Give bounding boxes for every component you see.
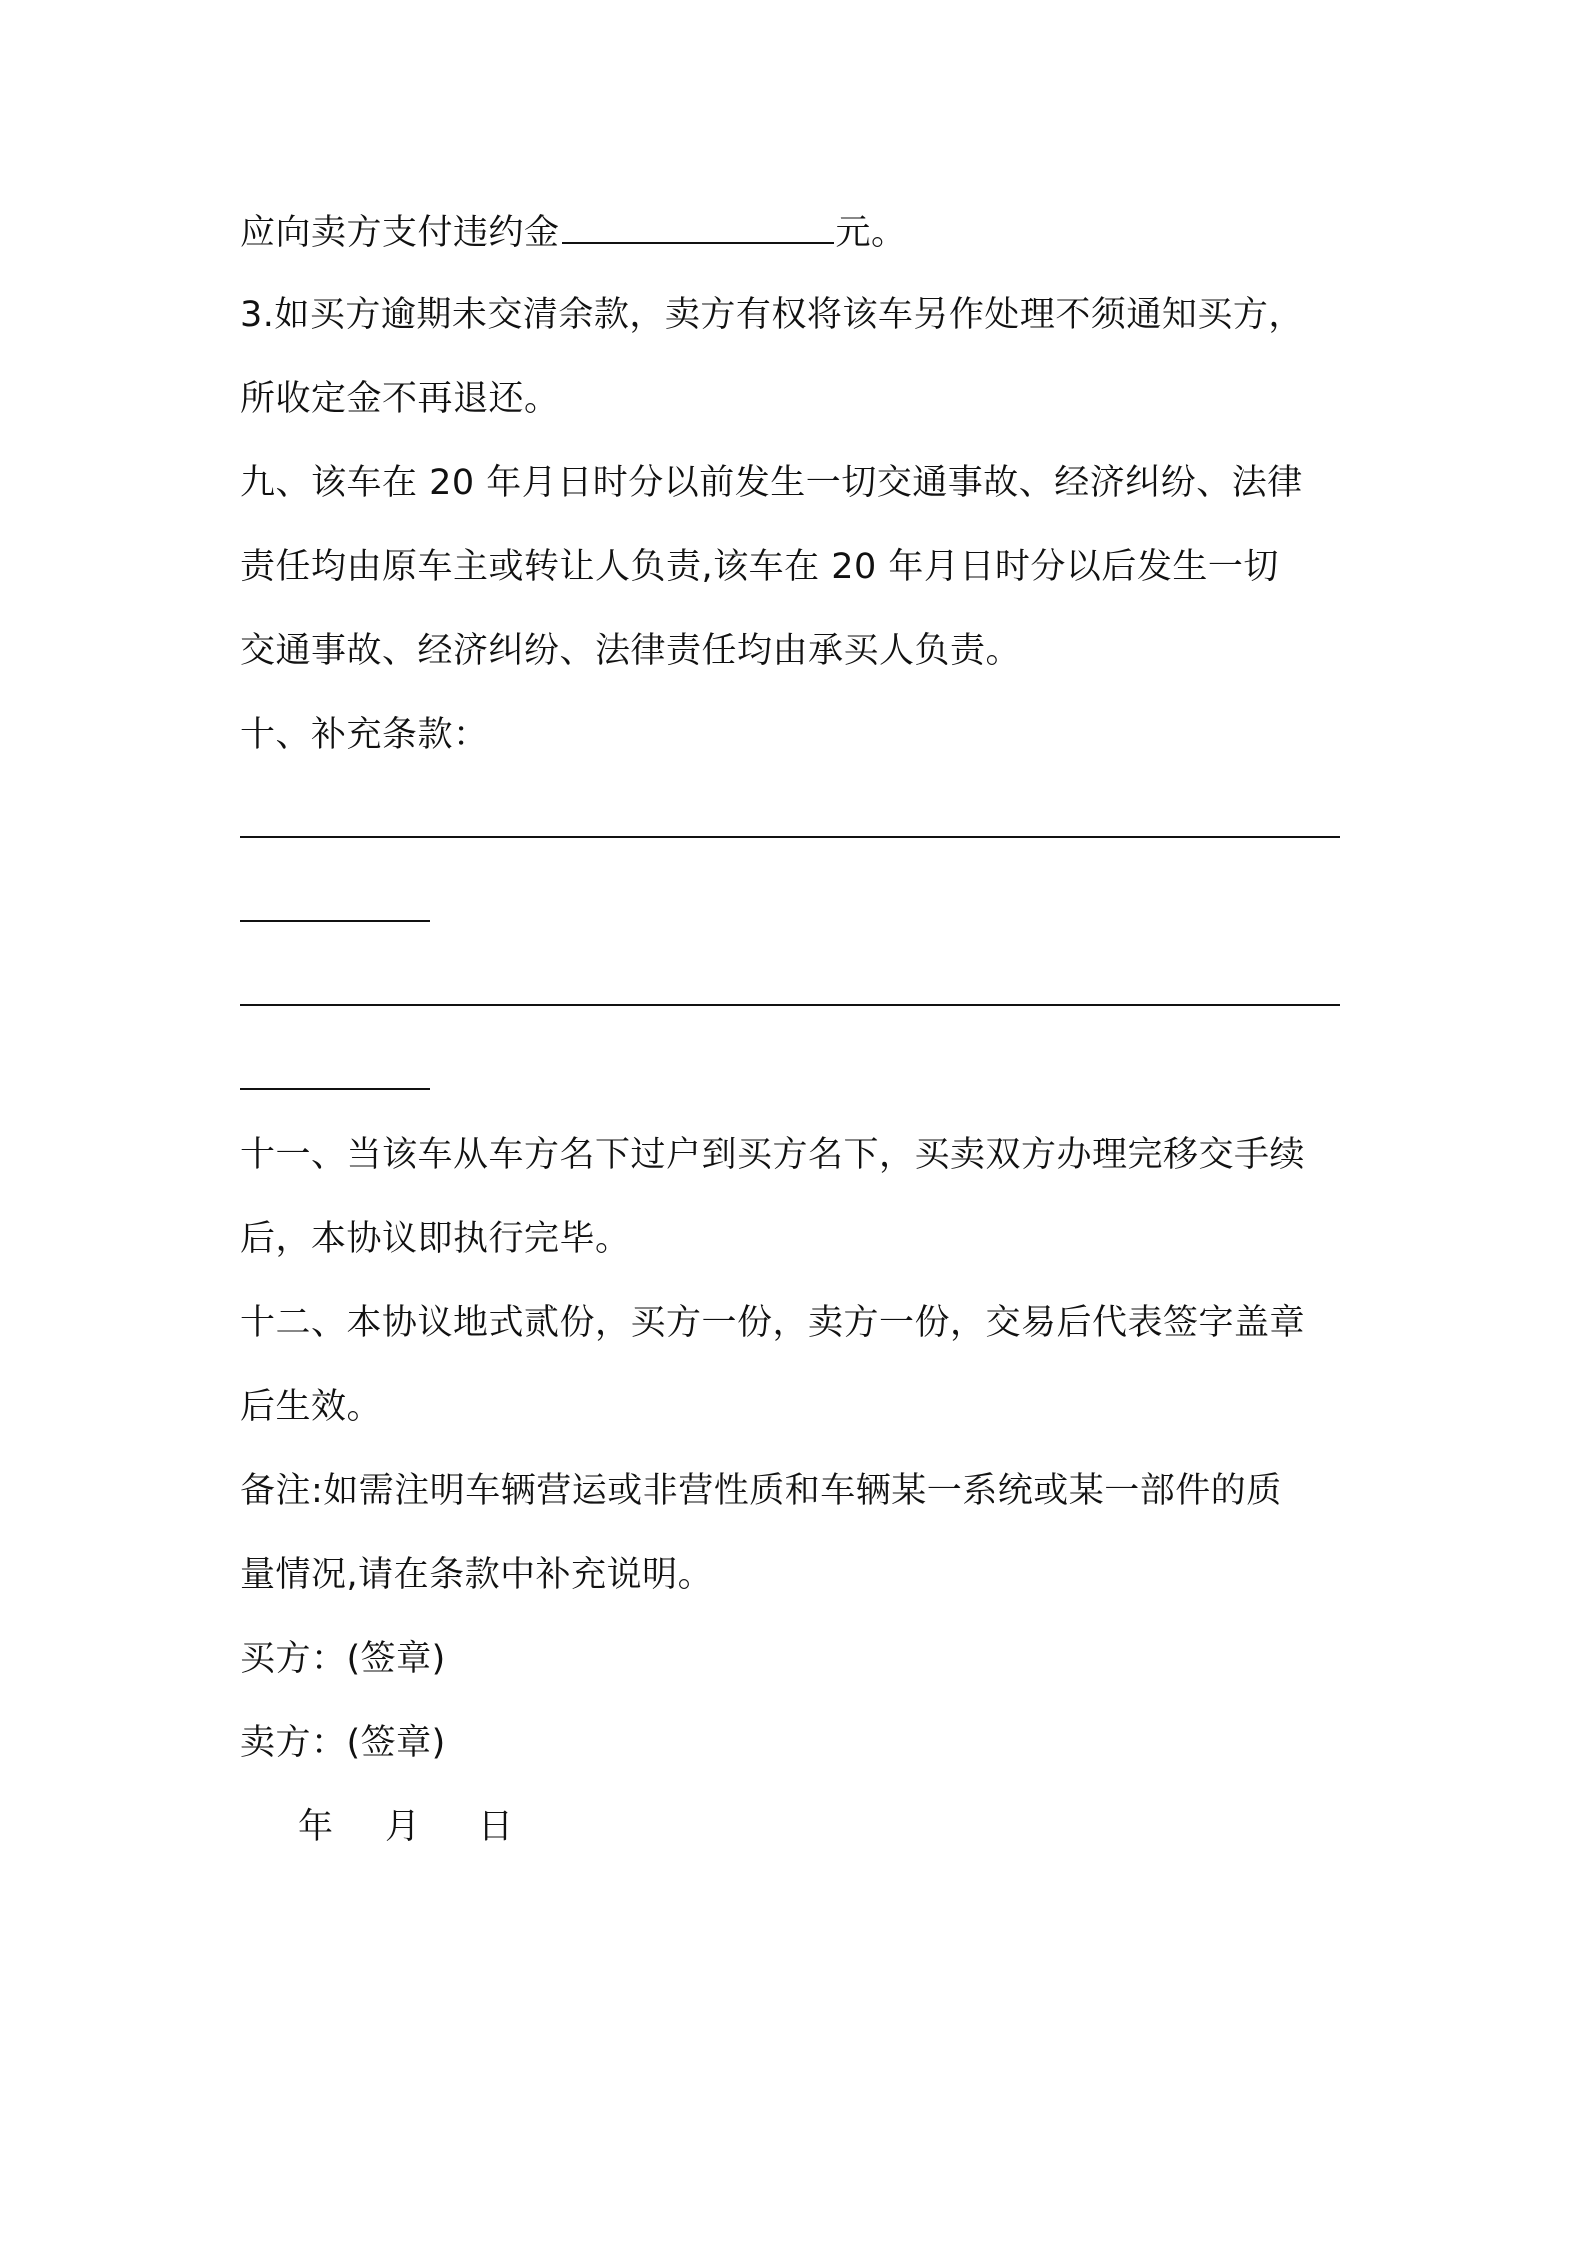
clause-9-line-3: 交通事故、经济纠纷、法律责任均由承买人负责。	[240, 631, 1022, 671]
clause-10-heading: 十、补充条款：	[240, 715, 489, 755]
clause-12-line-1: 十二、本协议地式贰份，买方一份，卖方一份，交易后代表签字盖章	[240, 1303, 1306, 1343]
date-day-label: 日	[478, 1807, 514, 1847]
blank-rule	[240, 1004, 1340, 1006]
clause-8-3-line-1: 3.如买方逾期未交清余款，卖方有权将该车另作处理不须通知买方，	[240, 295, 1304, 335]
penalty-amount-blank[interactable]	[562, 196, 834, 244]
penalty-suffix: 元。	[835, 213, 907, 253]
seller-signature: 卖方：(签章)	[240, 1723, 446, 1763]
penalty-line	[240, 196, 1360, 280]
penalty-prefix: 应向卖方支付违约金	[240, 213, 560, 253]
clause-12-line-2: 后生效。	[240, 1387, 383, 1427]
document-body	[240, 196, 1360, 1876]
clause-9-line-1: 九、该车在 20 年月日时分以前发生一切交通事故、经济纠纷、法律	[240, 463, 1303, 503]
clause-8-3-line-2: 所收定金不再退还。	[240, 379, 560, 419]
blank-rule	[240, 920, 430, 922]
buyer-signature: 买方：(签章)	[240, 1639, 446, 1679]
supplementary-blank-2-cont[interactable]	[240, 1036, 1360, 1120]
blank-rule	[240, 1088, 430, 1090]
date-month-label: 月	[385, 1807, 421, 1847]
clause-11-line-2: 后，本协议即执行完毕。	[240, 1219, 631, 1259]
supplementary-blank-1-cont[interactable]	[240, 868, 1360, 952]
date-year-label: 年	[298, 1807, 334, 1847]
clause-9-line-2: 责任均由原车主或转让人负责,该车在 20 年月日时分以后发生一切	[240, 547, 1279, 587]
signing-date	[240, 1792, 1360, 1876]
blank-rule	[240, 836, 1340, 838]
supplementary-blank-1[interactable]	[240, 784, 1360, 868]
supplementary-blank-2[interactable]	[240, 952, 1360, 1036]
remark-line-1: 备注:如需注明车辆营运或非营性质和车辆某一系统或某一部件的质	[240, 1471, 1282, 1511]
remark-line-2: 量情况,请在条款中补充说明。	[240, 1555, 714, 1595]
clause-11-line-1: 十一、当该车从车方名下过户到买方名下，买卖双方办理完移交手续	[240, 1135, 1306, 1175]
